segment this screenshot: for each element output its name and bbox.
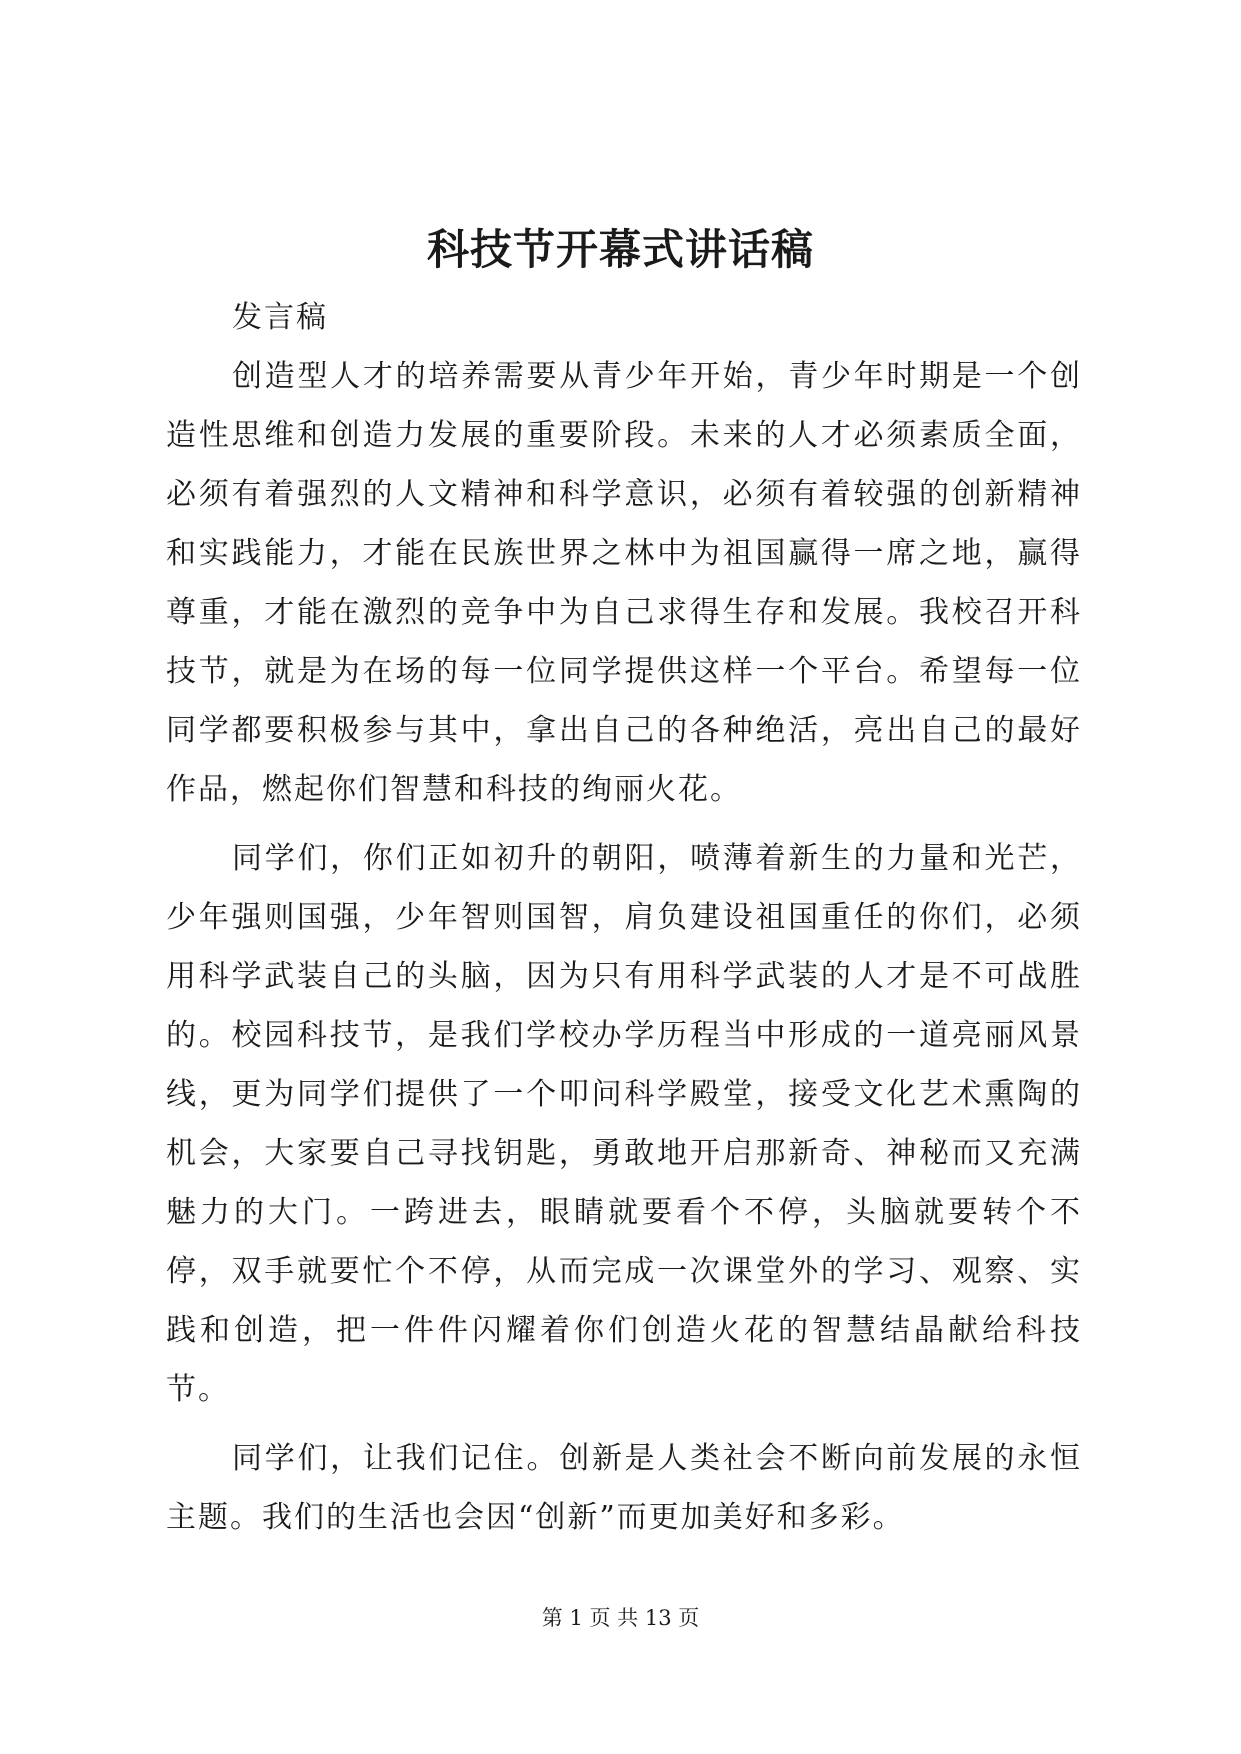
page-title: 科技节开幕式讲话稿 xyxy=(426,225,814,274)
paragraph-1: 创造型人才的培养需要从青少年开始，青少年时期是一个创造性思维和创造力发展的重要阶段。未来的人才必须素质全面，必须有着强烈的人文精神和科学意识，必须有着较强的创新精神和实践能力，才能在民族世界之林中为祖国赢得一席之地，赢得尊重，才能在激烈的竞争中为自己求得生存和发展。我校召开科技节，就是为在场的每一位同学提供这样一个平台。希望每一位同学都要积极参与其中，拿出自己的各种绝活，亮出自己的最好作品，燃起你们智慧和科技的绚丽火花。 xyxy=(166,359,1082,807)
paragraph-heading: 发言稿 xyxy=(232,300,328,335)
document-body xyxy=(166,288,1082,1547)
paragraph-2: 同学们，你们正如初升的朝阳，喷薄着新生的力量和光芒，少年强则国强，少年智则国智，肩负建设祖国重任的你们，必须用科学武装自己的头脑，因为只有用科学武装的人才是不可战胜的。校园科技节，是我们学校办学历程当中形成的一道亮丽风景线，更为同学们提供了一个叩问科学殿堂，接受文化艺术熏陶的机会，大家要自己寻找钥匙，勇敢地开启那新奇、神秘而又充满魅力的大门。一跨进去，眼睛就要看个不停，头脑就要转个不停，双手就要忙个不停，从而完成一次课堂外的学习、观察、实践和创造，把一件件闪耀着你们创造火花的智慧结晶献给科技节。 xyxy=(166,841,1082,1407)
paragraph-3: 同学们，让我们记住。创新是人类社会不断向前发展的永恒主题。我们的生活也会因“创新”而更加美好和多彩。 xyxy=(166,1441,1082,1535)
page-footer: 第 1 页 共 13 页 xyxy=(541,1606,700,1630)
